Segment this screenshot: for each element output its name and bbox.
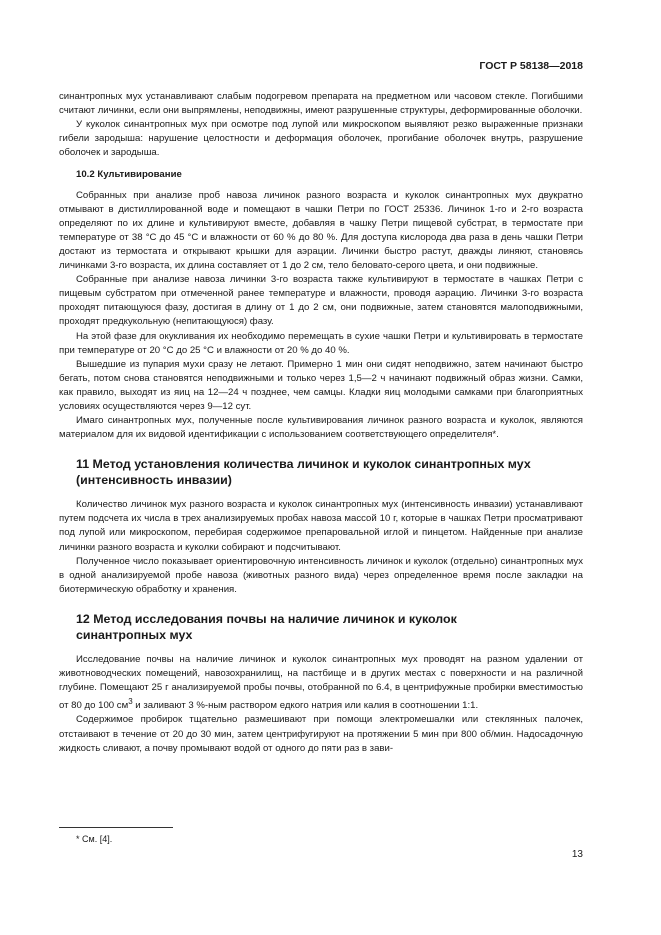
paragraph: Собранные при анализе навоза личинки 3-го возраста также культивируют в термостате в чашках Петри с пищевым субстратом при отмеченной ранее температуре и влажности, проводя аэрацию. Личинки 3-го возраста проходят питающуюся фазу, достигая в длину от 1 до 2 см, они подвижные, затем становятся малоподвижными, проходят предкукольную (непитающуюся) фазу.: [59, 274, 583, 328]
paragraph: синантропных мух устанавливают слабым подогревом препарата на предметном или часовом стекле. Погибшими считают личинки, если они выпрямлены, неподвижны, имеют разрушенные структуры, деформированные оболочки.: [59, 91, 583, 117]
heading-line: 12 Метод исследования почвы на наличие личинок и куколок: [76, 611, 457, 626]
section-11-heading: [76, 456, 583, 488]
page-number: 13: [571, 849, 583, 860]
footnote: * См. [4].: [76, 834, 113, 844]
paragraph: [59, 653, 583, 714]
paragraph: У куколок синантропных мух при осмотре под лупой или микроскопом выявляют резко выраженные признаки гибели зародыша: нарушение целостности и деформация оболочек, прогибание оболочек внутрь, разрушение оболочек и зародыша.: [59, 119, 583, 159]
heading-line: (интенсивность инвазии): [76, 473, 232, 488]
footnote-separator: [59, 827, 173, 828]
paragraph: Вышедшие из пупария мухи сразу не летают. Примерно 1 мин они сидят неподвижно, затем начинают быстро бегать, потом снова становятся неподвижными и только через 1,5—2 ч начинают подвижный образ жизни. Самки, как правило, выходят из яиц на 12—24 ч позднее, чем самцы. Кладки яиц молодыми самками при благоприятных условиях осуществляются через 9—12 сут.: [59, 358, 583, 412]
document-code: ГОСТ Р 58138—2018: [479, 60, 583, 72]
page-body: [59, 90, 583, 756]
paragraph: На этой фазе для окукливания их необходимо перемещать в сухие чашки Петри и культивировать в термостате при температуре от 20 °С до 25 °С и влажности от 20 % до 40 %.: [59, 330, 583, 356]
paragraph: Количество личинок мух разного возраста и куколок синантропных мух (интенсивность инвазии) устанавливают путем подсчета их числа в трех анализируемых пробах навоза массой 10 г, которые в чашках Петри просматривают под лупой или микроскопом, перебирая содержимое препаровальной иглой и пинцетом. Найденные при анализе личинки разного возраста и куколки собирают и подсчитывают.: [59, 499, 583, 553]
paragraph: Имаго синантропных мух, полученные после культивирования личинок разного возраста и куколок, являются материалом для их видовой идентификации с использованием соответствующего определителя*.: [59, 415, 583, 441]
superscript: 3: [128, 697, 133, 707]
paragraph-text: и заливают 3 %-ным раствором едкого натрия или калия в соотношении 1:1.: [132, 700, 479, 712]
paragraph: Содержимое пробирок тщательно размешивают при помощи электромешалки или стеклянных палочек, отстаивают в течение от 20 до 30 мин, затем центрифугируют на протяжении 5 мин при 800 об/мин. Надосадочную жидкость сливают, а почву промывают водой от одного до пяти раз в зави-: [59, 714, 583, 754]
paragraph: Собранных при анализе проб навоза личинок разного возраста и куколок синантропных мух двукратно отмывают в дистиллированной воде и помещают в чашки Петри по ГОСТ 25336. Личинок 1-го и 2-го возраста определяют по их длине и культивируют вместе, добавляя в чашку Петри пищевой субстрат, в термостате при температуре от 38 °С до 45 °С и влажности от 60 % до 80 %. Для доступа кислорода два раза в день чашки Петри достают из термостата и открывают крышки для аэрации. Личинки быстро растут, дважды линяют, становясь личинками 3-го возраста, их длина составляет от 1 до 2 см, тело беловато-серого цвета, и они подвижные.: [59, 189, 583, 272]
section-12-heading: [76, 611, 583, 643]
paragraph-text: Исследование почвы на наличие личинок и куколок синантропных мух проводят на разном удалении от животноводческих помещений, навозохранилищ, на пастбище и в других местах с поверхности и на различной глубине. Помещают 25 г анализируемой пробы почвы, отобранной по 6.4, в центрифужные пробирки вместимостью от 80 до 100 см: [59, 653, 583, 712]
heading-line: 11 Метод установления количества личинок и куколок синантропных мух: [76, 457, 531, 472]
heading-line: синантропных мух: [76, 627, 193, 642]
paragraph: Полученное число показывает ориентировочную интенсивность личинок и куколок (отдельно) синантропных мух в одной анализируемой пробе навоза (животных разного вида) через определенное время после закладки на биотермическую обработку и хранения.: [59, 555, 583, 595]
subsection-heading: 10.2 Культивирование: [76, 169, 182, 181]
